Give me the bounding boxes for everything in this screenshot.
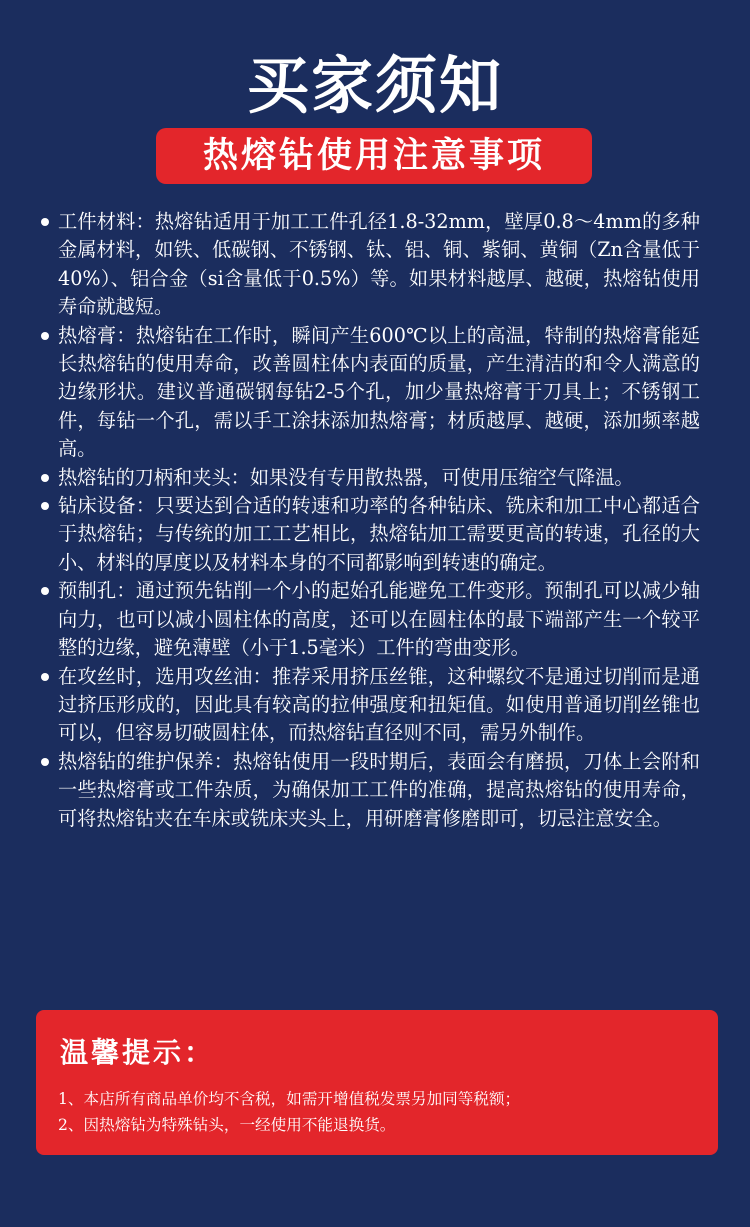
bullet-icon <box>41 474 49 482</box>
bullet-icon <box>41 502 49 510</box>
tips-list <box>58 1086 708 1138</box>
note-workpiece-material <box>40 208 700 322</box>
note-paste <box>40 322 700 464</box>
tip-item: 2、因热熔钻为特殊钻头，一经使用不能退换货。 <box>58 1116 396 1134</box>
bullet-icon <box>41 587 49 595</box>
tips-box <box>36 1010 718 1155</box>
notes-list <box>40 208 700 833</box>
note-pilot-hole <box>40 577 700 662</box>
note-text: 热熔钻的维护保养：热熔钻使用一段时期后，表面会有磨损，刀体上会附和一些热熔膏或工件杂质，为确保加工工件的准确，提高热熔钻的使用寿命，可将热熔钻夹在车床或铣床夹头上，用研磨膏修磨即可，切忌注意安全。 <box>58 749 700 830</box>
note-text: 预制孔：通过预先钻削一个小的起始孔能避免工件变形。预制孔可以减少轴向力，也可以减小圆柱体的高度，还可以在圆柱体的最下端部产生一个较平整的边缘，避免薄壁（小于1.5毫米）工件的弯曲变形。 <box>58 579 700 660</box>
page-title: 买家须知 <box>246 49 503 122</box>
note-text: 在攻丝时，选用攻丝油：推荐采用挤压丝锥，这种螺纹不是通过切削而是通过挤压形成的，因此具有较高的拉伸强度和扭矩值。如使用普通切削丝锥也可以，但容易切破圆柱体，而热熔钻直径则不同，需另外制作。 <box>58 664 700 745</box>
tip-item: 1、本店所有商品单价均不含税，如需开增值税发票另加同等税额； <box>58 1090 521 1108</box>
note-text: 工件材料：热熔钻适用于加工工件孔径1.8-32mm，壁厚0.8～4mm的多种金属材料，如铁、低碳钢、不锈钢、钛、铝、铜、紫铜、黄铜（Zn含量低于40%）、铝合金（si含量低于0.5%）等。如果材料越厚、越硬，热熔钻使用寿命就越短。 <box>58 210 700 319</box>
note-shank-chuck <box>40 464 700 492</box>
note-maintenance <box>40 748 700 833</box>
bullet-icon <box>41 673 49 681</box>
tips-title: 温馨提示： <box>60 1036 216 1069</box>
bullet-icon <box>41 758 49 766</box>
note-text: 热熔钻的刀柄和夹头：如果没有专用散热器，可使用压缩空气降温。 <box>58 465 634 489</box>
note-text: 钻床设备：只要达到合适的转速和功率的各种钻床、铣床和加工中心都适合于热熔钻；与传统的加工工艺相比，热熔钻加工需要更高的转速，孔径的大小、材料的厚度以及材料本身的不同都影响到转速的确定。 <box>58 494 700 574</box>
subtitle-banner: 热熔钻使用注意事项 <box>156 128 592 184</box>
note-drilling-equipment <box>40 492 700 577</box>
note-tapping-oil <box>40 663 700 748</box>
bullet-icon <box>41 332 49 340</box>
note-text: 热熔膏：热熔钻在工作时，瞬间产生600℃以上的高温，特制的热熔膏能延长热熔钻的使用寿命，改善圆柱体内表面的质量，产生清洁的和令人满意的边缘形状。建议普通碳钢每钻2-5个孔，加少量热熔膏于刀具上；不锈钢工件，每钻一个孔，需以手工涂抹添加热熔膏；材质越厚、越硬，添加频率越高。 <box>58 323 700 461</box>
bullet-icon <box>41 218 49 226</box>
